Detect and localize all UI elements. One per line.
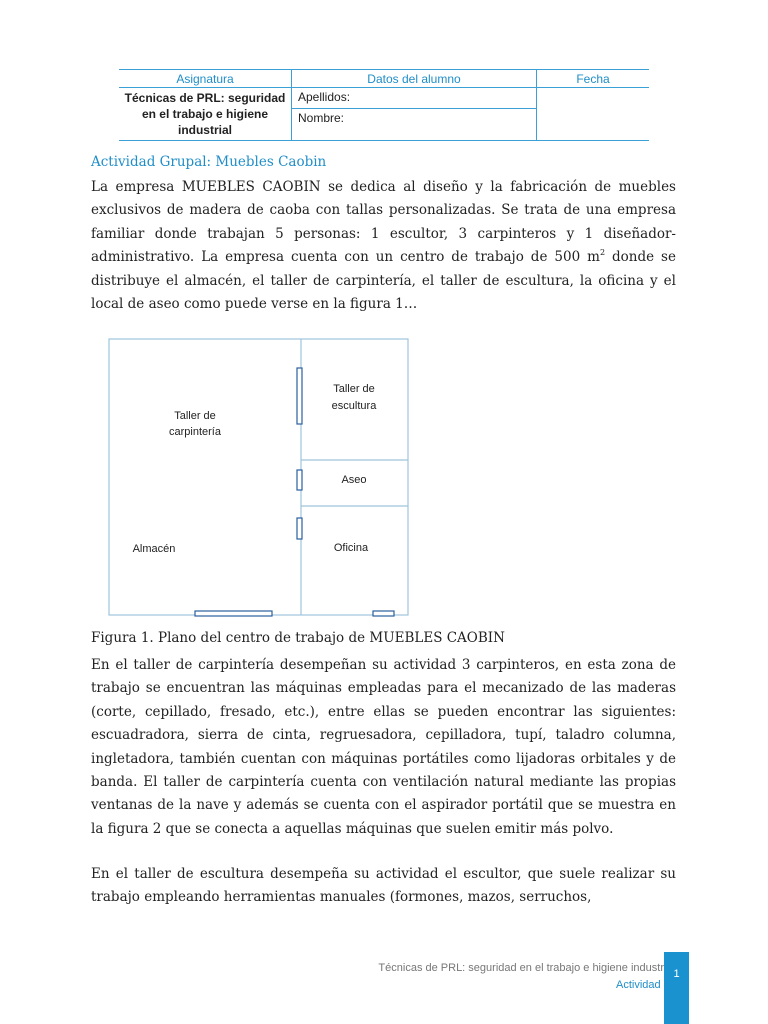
figure-caption: Figura 1. Plano del centro de trabajo de MUEBLES CAOBIN [91,630,505,646]
page-number-tab [664,952,689,1024]
surname-field: Apellidos: [292,88,537,109]
paragraph-sculpture: En el taller de escultura desempeña su actividad el escultor, que suele realizar su trabajo empleando herramientas manuales (formones, mazos, serruchos, [91,866,676,906]
door-toilet [297,470,302,490]
name-field: Nombre: [292,108,537,140]
paragraph-carpentry: En el taller de carpintería desempeñan su actividad 3 carpinteros, en esta zona de trabajo se encuentran las máquinas empleadas para el mecanizado de las maderas (corte, cepillado, fresado, etc.), entre ellas se pueden encontrar las siguientes: escuadradora, sierra de cinta, regruesadora, cepilladora, tupí, taladro columna, ingletadora, también cuentan con máquinas portátiles como lijadoras orbitales y de banda. El taller de carpintería cuenta con ventilación natural mediante las propias ventanas de la nave y además se cuenta con el aspirador portátil que se muestra en la figura 2 que se conecta a aquellas máquinas que suelen emitir más polvo. [91,657,676,837]
door-sculpture [297,368,302,424]
floor-plan [108,338,410,618]
label-warehouse: Almacén [132,543,176,555]
label-carpentry-1: Taller de [174,410,216,422]
label-carpentry-2: carpintería [169,426,221,438]
course-name: Técnicas de PRL: seguridad en el trabajo e higiene industrial [119,88,292,141]
header-col-date: Fecha [537,70,650,88]
header-table [119,69,649,141]
door-office [297,518,302,539]
office-exterior-door [373,611,394,616]
paragraph-intro-b: donde se distribuye el almacén, el taller de carpintería, el taller de escultura, la oficina y el local de aseo como puede verse en la figura 1… [91,249,676,313]
header-col-subject: Asignatura [119,70,292,88]
label-toilet: Aseo [341,474,367,486]
paragraph-intro [91,176,676,316]
label-office: Oficina [333,542,369,554]
header-col-student: Datos del alumno [292,70,537,88]
paragraph-intro-a: La empresa MUEBLES CAOBIN se dedica al diseño y la fabricación de muebles exclusivos de madera de caoba con tallas personalizadas. Se trata de una empresa familiar donde trabajan 5 personas: 1 escultor, 3 carpinteros y 1 diseñador-administrativo. La empresa cuenta con un centro de trabajo de 500 m [91,179,676,266]
section-title: Actividad Grupal: Muebles Caobin [91,154,327,170]
date-field [537,88,650,141]
label-sculpture-1: Taller de [333,383,375,395]
footer-course: Técnicas de PRL: seguridad en el trabajo e higiene industr [378,962,664,974]
superscript-two: 2 [599,248,606,258]
footer-activity: Actividad [616,979,661,991]
label-sculpture-2: escultura [331,400,377,412]
page-number: 1 [673,968,680,980]
main-entrance-door [195,611,272,616]
